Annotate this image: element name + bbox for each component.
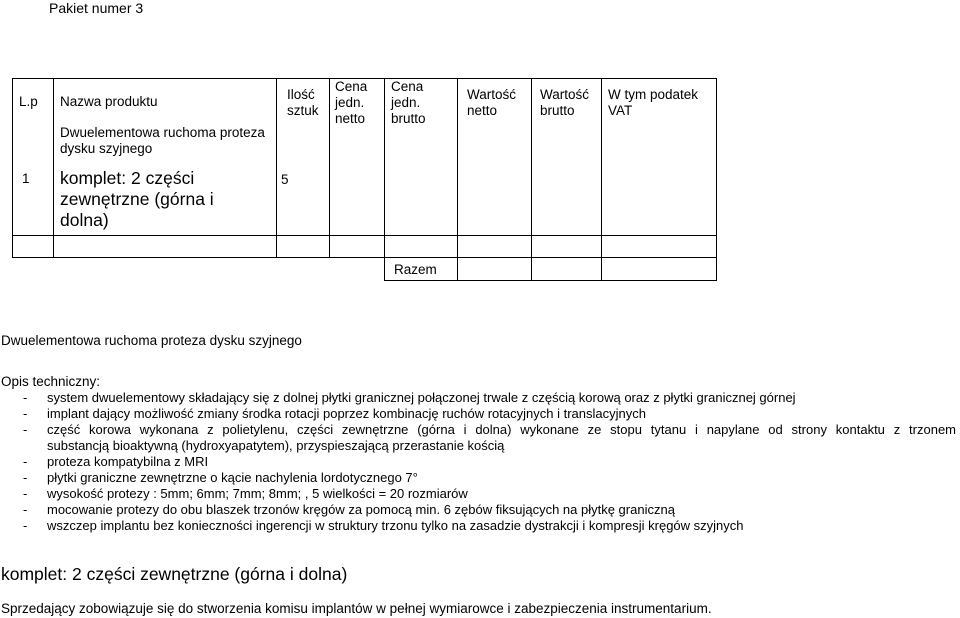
total-label: Razem bbox=[394, 262, 437, 277]
page-title: Pakiet numer 3 bbox=[49, 0, 144, 16]
header-value-net: Wartość netto bbox=[467, 87, 517, 118]
description-title: Dwuelementowa ruchoma proteza dysku szyjnego bbox=[1, 333, 302, 348]
header-lp: L.p bbox=[19, 94, 38, 109]
spec-heading: Opis techniczny: bbox=[1, 374, 101, 389]
header-unit-price-net: Cena jedn. netto bbox=[335, 79, 368, 126]
footer-note: Sprzedający zobowiązuje się do stworzenia komisu implantów w pełnej wymiarowce i zabezpieczenia instrumentarium. bbox=[1, 601, 712, 616]
header-unit-price-gross: Cena jedn. brutto bbox=[391, 79, 426, 126]
row-product-name: komplet: 2 części zewnętrzne (górna i dolna) bbox=[60, 168, 214, 230]
header-value-gross: Wartość brutto bbox=[540, 87, 590, 118]
row-product-name-small: Dwuelementowa ruchoma proteza dysku szyjnego bbox=[60, 125, 265, 156]
header-product-name: Nazwa produktu bbox=[60, 94, 158, 109]
row-lp: 1 bbox=[22, 171, 30, 186]
product-title: komplet: 2 części zewnętrzne (górna i dolna) bbox=[1, 564, 348, 584]
header-vat: W tym podatek VAT bbox=[608, 87, 699, 118]
row-quantity: 5 bbox=[281, 172, 289, 187]
header-quantity: Ilość sztuk bbox=[287, 87, 319, 118]
